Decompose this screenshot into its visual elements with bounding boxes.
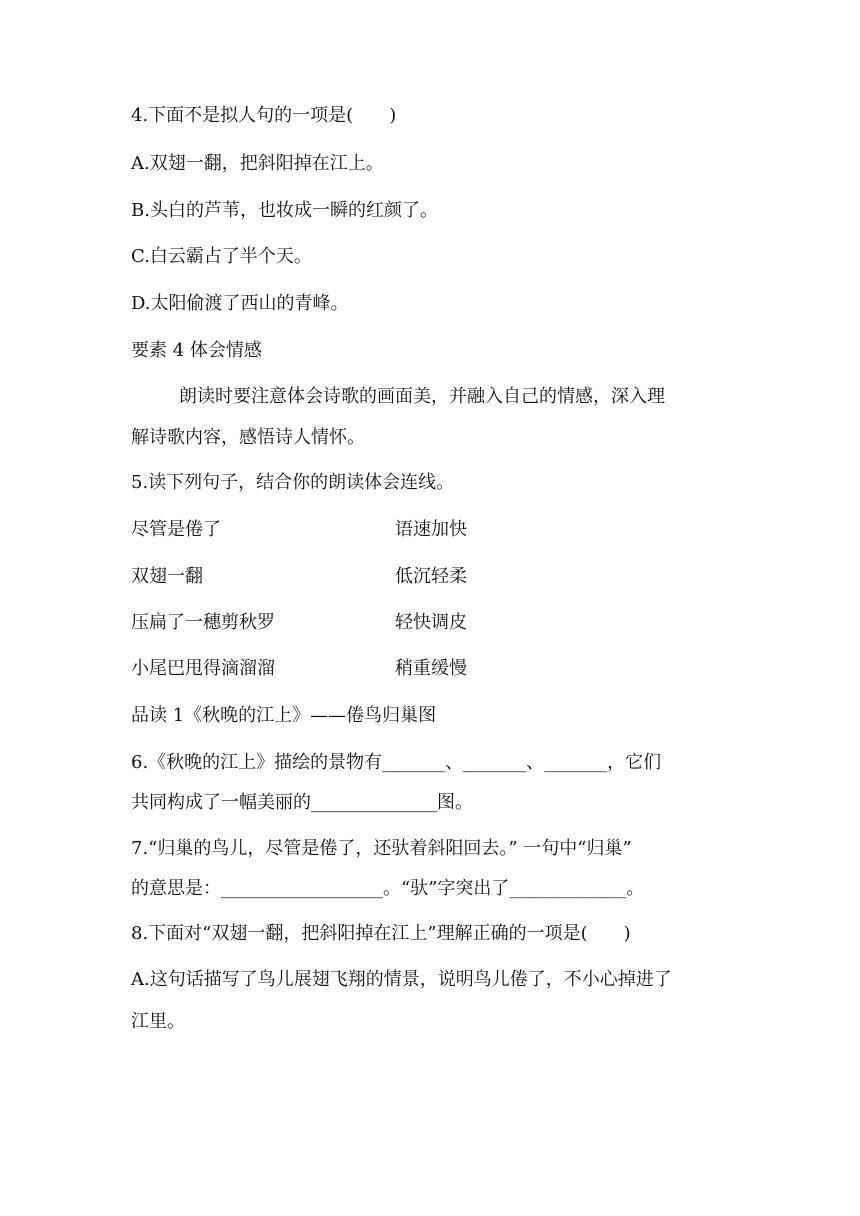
element4-paragraph-line1: 朗读时要注意体会诗歌的画面美，并融入自己的情感，深入理 [179,386,665,407]
q4-option-b: B.头白的芦苇，也妆成一瞬的红颜了。 [131,200,438,221]
q6-line2: 共同构成了一幅美丽的______________图。 [131,792,473,813]
q5-left-item: 小尾巴甩得滴溜溜 [131,658,275,679]
q5-left-item: 压扁了一穗剪秋罗 [131,612,275,633]
q5-right-item: 稍重缓慢 [395,658,467,679]
q7-line1: 7.“归巢的鸟儿，尽管是倦了，还驮着斜阳回去。” 一句中“归巢” [131,838,632,859]
q8-stem: 8.下面对“双翅一翻，把斜阳掉在江上”理解正确的一项是( ) [131,923,631,944]
q7-line2: 的意思是：__________________。“驮”字突出了_____________。 [131,878,645,899]
q4-stem: 4.下面不是拟人句的一项是( ) [131,105,397,126]
q5-left-item: 双翅一翻 [131,566,203,587]
q6-line1: 6.《秋晚的江上》描绘的景物有_______、_______、_______，它们 [131,752,662,773]
element4-heading: 要素 4 体会情感 [131,340,262,361]
q4-option-c: C.白云霸占了半个天。 [131,246,312,267]
q8-option-a-line2: 江里。 [131,1011,185,1032]
q5-right-item: 轻快调皮 [395,612,467,633]
q5-right-item: 低沉轻柔 [395,566,467,587]
q5-left-item: 尽管是倦了 [131,519,221,540]
element4-paragraph-line2: 解诗歌内容，感悟诗人情怀。 [131,427,365,448]
q4-option-a: A.双翅一翻，把斜阳掉在江上。 [131,153,384,174]
q4-option-d: D.太阳偷渡了西山的青峰。 [131,293,349,314]
q5-right-item: 语速加快 [395,519,467,540]
q8-option-a-line1: A.这句话描写了鸟儿展翅飞翔的情景，说明鸟儿倦了，不小心掉进了 [131,969,672,990]
q5-stem: 5.读下列句子，结合你的朗读体会连线。 [131,472,455,493]
reading1-heading: 品读 1《秋晚的江上》——倦鸟归巢图 [131,705,437,726]
